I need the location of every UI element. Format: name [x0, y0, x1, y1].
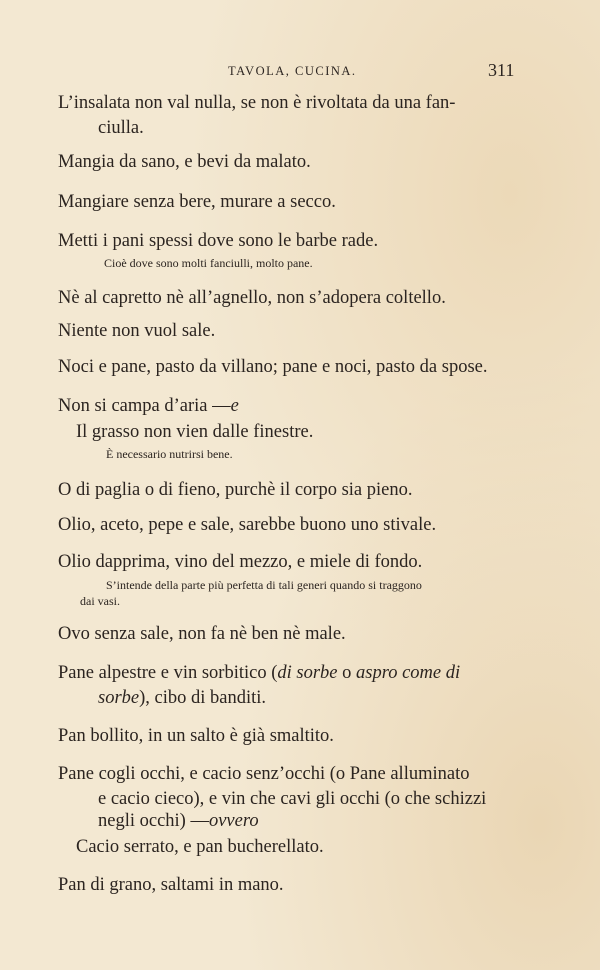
proverb-text: o — [337, 663, 356, 683]
proverb-line — [98, 810, 259, 832]
proverb-line: L’insalata non val nulla, se non è rivoltata da una fan- — [58, 93, 456, 113]
proverb-line: e cacio cieco), e vin che cavi gli occhi (o che schizzi — [98, 789, 487, 809]
proverb-italic: e — [230, 396, 239, 416]
running-title: TAVOLA, CUCINA. — [228, 64, 357, 78]
proverb-note: S’intende della parte più perfetta di tali generi quando si traggono — [106, 578, 422, 592]
proverb-text: Non si campa d’aria — — [58, 396, 231, 416]
proverb-line: Cacio serrato, e pan bucherellato. — [76, 837, 324, 857]
proverb-line: Metti i pani spessi dove sono le barbe rade. — [58, 231, 379, 251]
proverb-line: Nè al capretto nè all’agnello, non s’adopera coltello. — [58, 288, 446, 308]
proverb-italic: aspro come di — [356, 663, 461, 683]
proverb-line — [58, 662, 460, 684]
proverb-line — [98, 687, 266, 709]
proverb-line: Pane cogli occhi, e cacio senz’occhi (o Pane alluminato — [58, 764, 470, 784]
proverb-line: Pan di grano, saltami in mano. — [58, 875, 284, 895]
proverb-text: negli occhi) — — [98, 811, 209, 831]
proverb-italic: ovvero — [208, 811, 259, 831]
proverb-line: Noci e pane, pasto da villano; pane e noci, pasto da spose. — [58, 357, 488, 377]
proverb-line: Pan bollito, in un salto è già smaltito. — [58, 726, 334, 746]
proverb-line — [58, 395, 239, 417]
proverb-note: Cioè dove sono molti fanciulli, molto pane. — [104, 256, 313, 270]
proverb-line: Olio dapprima, vino del mezzo, e miele di fondo. — [58, 552, 423, 572]
proverb-note: dai vasi. — [80, 594, 120, 608]
proverb-line: Niente non vuol sale. — [58, 321, 216, 341]
proverb-italic: sorbe — [98, 688, 140, 708]
proverb-line: O di paglia o di fieno, purchè il corpo sia pieno. — [58, 480, 413, 500]
proverb-italic: di sorbe — [277, 663, 338, 683]
proverb-line: Ovo senza sale, non fa nè ben nè male. — [58, 624, 346, 644]
page-header — [0, 60, 600, 84]
proverb-line: Il grasso non vien dalle finestre. — [76, 422, 314, 442]
proverb-line: ciulla. — [98, 118, 144, 138]
proverb-text: Pane alpestre e vin sorbitico ( — [58, 663, 278, 683]
proverb-line: Mangiare senza bere, murare a secco. — [58, 192, 336, 212]
proverb-text: ), cibo di banditi. — [139, 688, 267, 708]
proverb-line: Mangia da sano, e bevi da malato. — [58, 152, 311, 172]
page-number: 311 — [488, 60, 515, 80]
proverb-note: È necessario nutrirsi bene. — [106, 447, 233, 461]
proverb-line: Olio, aceto, pepe e sale, sarebbe buono uno stivale. — [58, 515, 437, 535]
